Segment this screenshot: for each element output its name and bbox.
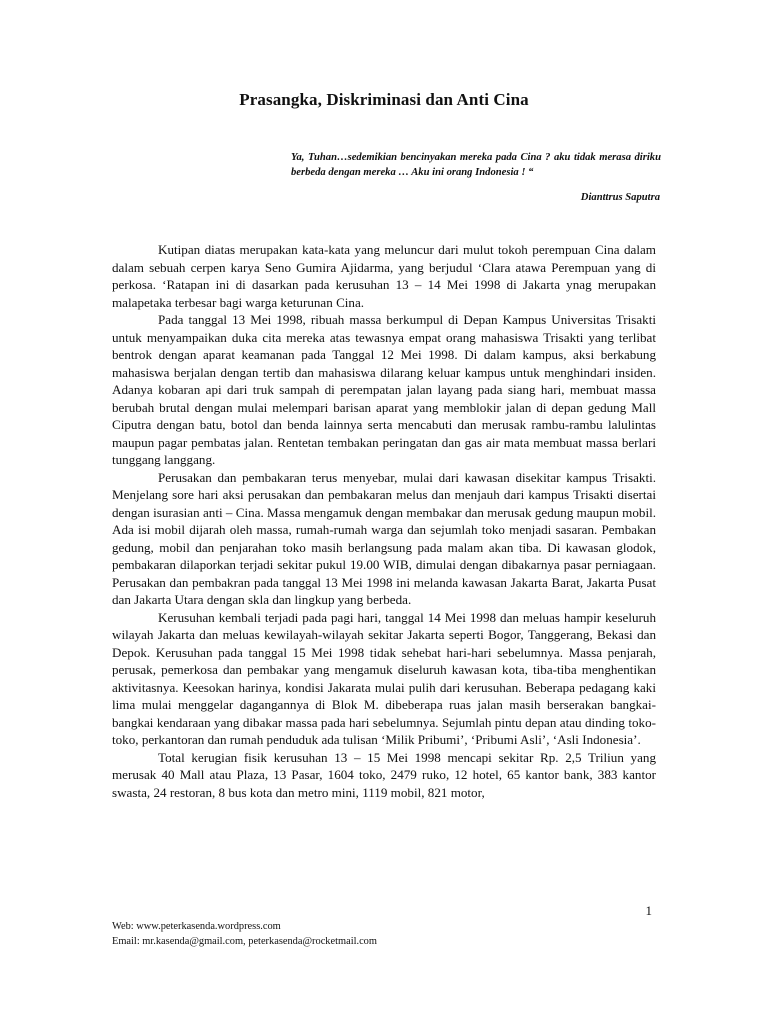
body-text	[112, 241, 656, 801]
page-number: 1	[645, 903, 652, 918]
paragraph-5: Total kerugian fisik kerusuhan 13 – 15 Mei 1998 mencapi sekitar Rp. 2,5 Triliun yang merusak 40 Mall atau Plaza, 13 Pasar, 1604 toko, 2479 ruko, 12 hotel, 65 kantor bank, 383 kantor swasta, 24 restoran, 8 bus kota dan metro mini, 1119 mobil, 821 motor,	[112, 749, 656, 800]
footer-email: Email: mr.kasenda@gmail.com, peterkasenda@rocketmail.com	[112, 936, 377, 947]
epigraph-author: Dianttrus Saputra	[580, 192, 660, 203]
paragraph-3: Perusakan dan pembakaran terus menyebar, mulai dari kawasan disekitar kampus Trisakti. Menjelang sore hari aksi perusakan dan pembakaran melus dan menjauh dari kampus Trisakti disertai dengan isurasian anti – Cina. Massa mengamuk dengan membakar dan merusak gedung maupun mobil. Ada isi mobil dijarah oleh massa, rumah-rumah warga dan sejumlah toko menjadi sasaran. Pembakan gedung, mobil dan penjarahan toko masih berlangsung pada malam akan tiba. Di kawasan glodok, pembakaran dilaporkan terjadi sekitar pukul 19.00 WIB, dimulai dengan dibakarnya pasar perniagaan. Perusakan dan pembakran pada tanggal 13 Mei 1998 ini melanda kawasan Jakarta Barat, Jakarta Pusat dan Jakarta Utara dengan skla dan lingkup yang berbeda.	[112, 469, 656, 607]
epigraph-quote: Ya, Tuhan…sedemikian bencinyakan mereka pada Cina ? aku tidak merasa diriku berbeda dengan mereka … Aku ini orang Indonesia ! “	[291, 152, 661, 178]
document-title: Prasangka, Diskriminasi dan Anti Cina	[239, 90, 529, 109]
paragraph-4: Kerusuhan kembali terjadi pada pagi hari, tanggal 14 Mei 1998 dan meluas hampir keseluruh wilayah Jakarta dan meluas kewilayah-wilayah sekitar Jakarta seperti Bogor, Tanggerang, Bekasi dan Depok. Kerusuhan pada tanggal 15 Mei 1998 tidak sehebat hari-hari sebelumnya. Massa penjarah, perusak, pemerkosa dan pembakar yang mengamuk diseluruh kawasan kota, tiba-tiba menghentikan aktivitasnya. Keesokan harinya, kondisi Jakarata mulai pulih dari kerusuhan. Beberapa pedagang kaki lima mulai menggelar dagangannya di Blok M. dibeberapa ruas jalan masih berserakan bangkai-bangkai kendaraan yang dibakar massa pada hari sebelumnya. Sejumlah pintu depan atau dinding toko-toko, perkantoran dan rumah penduduk ada tulisan ‘Milik Pribumi’, ‘Pribumi Asli’, ‘Asli Indonesia’.	[112, 609, 656, 747]
paragraph-1: Kutipan diatas merupakan kata-kata yang meluncur dari mulut tokoh perempuan Cina dalam dalam sebuah cerpen karya Seno Gumira Ajidarma, yang berjudul ‘Clara atawa Perempuan yang di perkosa. ‘Ratapan ini di dasarkan pada kerusuhan 13 – 14 Mei 1998 di Jakarta ynag merupakan malapetaka terbesar bagi warga keturunan Cina.	[112, 242, 656, 310]
footer-web: Web: www.peterkasenda.wordpress.com	[112, 921, 281, 932]
page-footer	[112, 919, 377, 949]
paragraph-2: Pada tanggal 13 Mei 1998, ribuah massa berkumpul di Depan Kampus Universitas Trisakti untuk menyampaikan duka cita mereka atas tewasnya empat orang mahasiswa Trisakti yang terlibat bentrok dengan aparat keamanan pada Tanggal 12 Mei 1998. Di dalam kampus, aksi berkabung mahasiswa berjalan dengan tertib dan mahasiswa dilarang keluar kampus untuk menghindari insiden. Adanya kobaran api dari truk sampah di perempatan jalan layang pada siang hari, membuat massa berubah brutal dengan mulai melempari barisan aparat yang memblokir jalan di depan gedung Mall Ciputra dengan batu, botol dan benda lainnya serta mencabuti dan merusak rambu-rambu lalulintas maupun pagar pembatas jalan. Rentetan tembakan peringatan dan gas air mata membuat massa berlari tunggang langgang.	[112, 312, 656, 467]
